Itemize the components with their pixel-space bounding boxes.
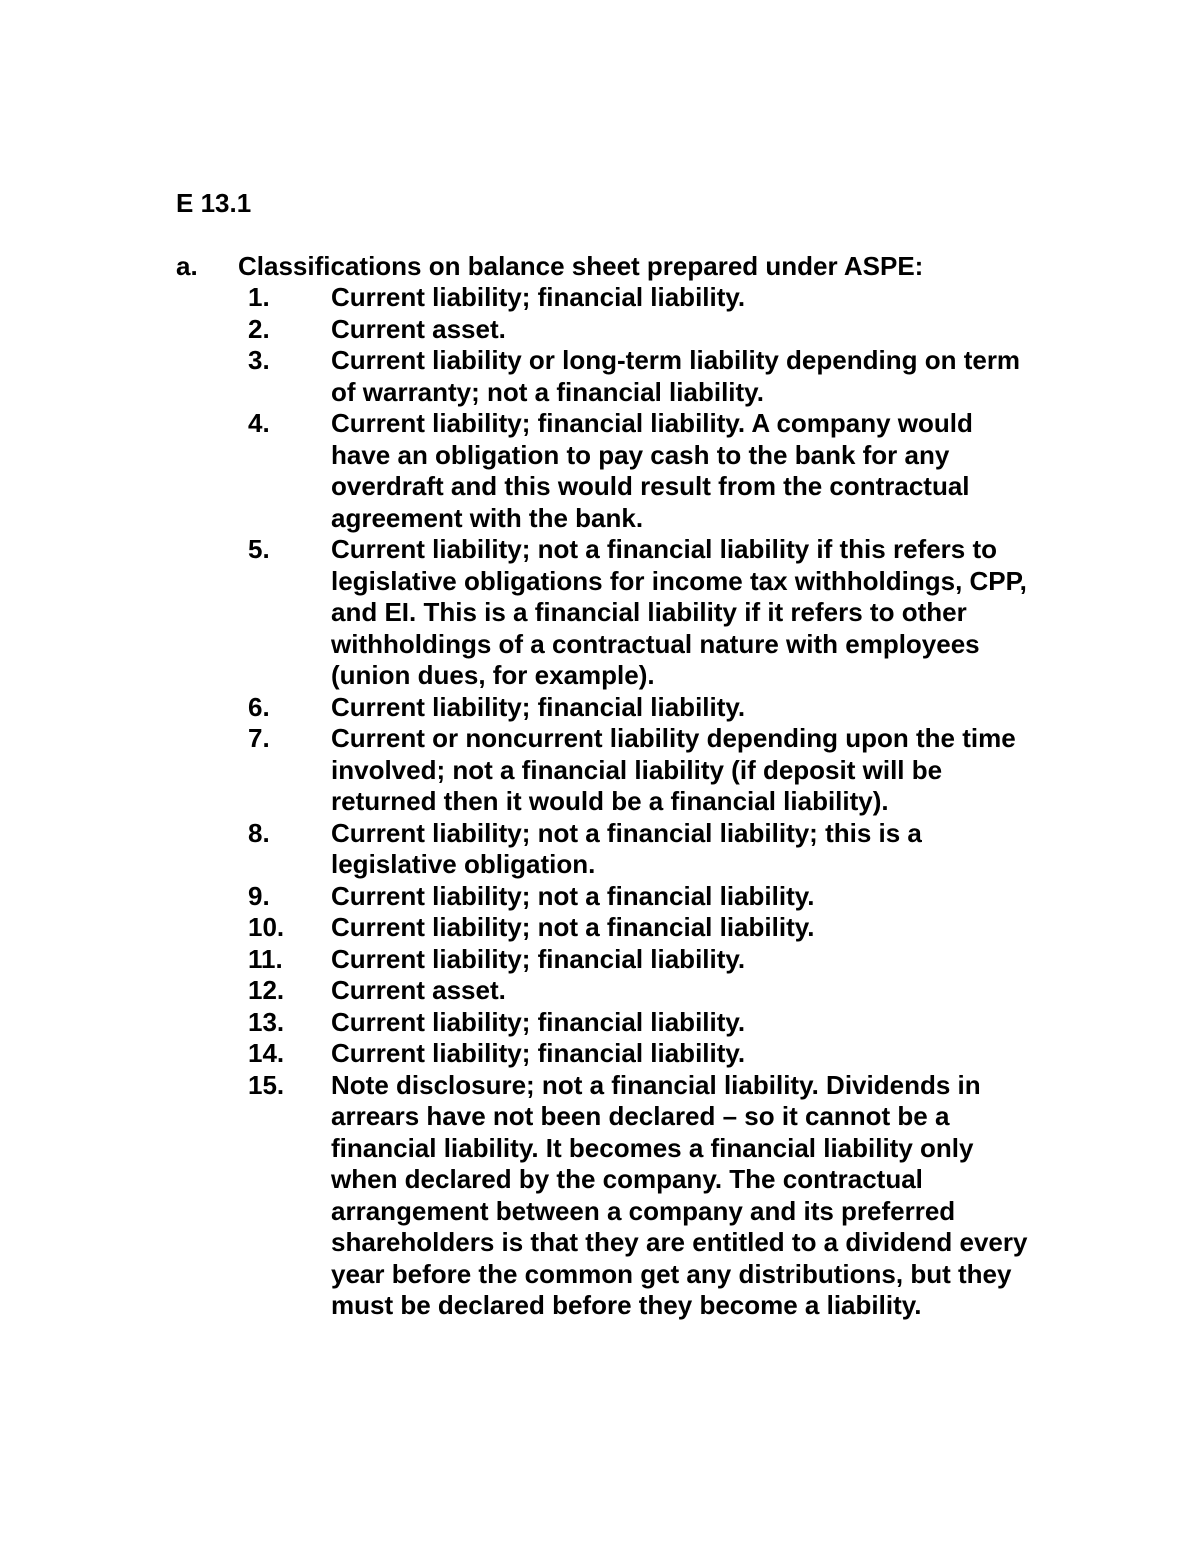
item-text-line: arrears have not been declared – so it cannot be a xyxy=(331,1101,950,1131)
list-item xyxy=(248,534,1088,692)
item-number: 4. xyxy=(248,408,270,438)
item-text-line: Current liability; financial liability. xyxy=(331,1038,746,1068)
item-text-line: year before the common get any distributions, but they xyxy=(331,1258,1012,1289)
item-text-line: Current liability; financial liability. xyxy=(331,282,746,312)
item-text-line: have an obligation to pay cash to the bank for any xyxy=(331,439,950,470)
part-title: Classifications on balance sheet prepared under ASPE: xyxy=(238,251,924,281)
item-text-line: and EI. This is a financial liability if it refers to other xyxy=(331,597,967,627)
item-text xyxy=(331,723,1088,818)
item-text xyxy=(331,314,1088,346)
item-text xyxy=(331,408,1088,534)
list-item xyxy=(248,912,1088,944)
item-text xyxy=(331,818,1088,881)
list-item xyxy=(248,881,1088,913)
item-text-line: overdraft and this would result from the contractual xyxy=(331,471,970,501)
item-text-line: legislative obligations for income tax withholdings, CPP, xyxy=(331,565,1027,596)
item-text-line: Current asset. xyxy=(331,975,506,1005)
item-text-line: (union dues, for example). xyxy=(331,660,655,690)
list-item xyxy=(248,282,1088,314)
item-text-line: Current liability; not a financial liability if this refers to xyxy=(331,534,997,564)
item-number: 5. xyxy=(248,534,270,564)
item-text xyxy=(331,975,1088,1007)
classification-list xyxy=(248,282,1088,1322)
item-text-line: Current or noncurrent liability depending upon the time xyxy=(331,723,1016,753)
item-text-line: when declared by the company. The contractual xyxy=(331,1164,923,1194)
item-text-line: agreement with the bank. xyxy=(331,502,644,533)
item-number: 12. xyxy=(248,975,285,1005)
list-item xyxy=(248,1038,1088,1070)
item-text-line: withholdings of a contractual nature with employees xyxy=(331,628,980,659)
item-number: 10. xyxy=(248,912,285,942)
item-text-line: arrangement between a company and its preferred xyxy=(331,1195,956,1226)
item-text-line: legislative obligation. xyxy=(331,849,596,879)
item-text xyxy=(331,1070,1088,1322)
list-item xyxy=(248,314,1088,346)
item-text-line: Current liability; not a financial liability. xyxy=(331,912,815,942)
item-text xyxy=(331,534,1088,692)
part-letter: a. xyxy=(176,251,198,281)
item-text-line: returned then it would be a financial liability). xyxy=(331,786,889,816)
item-text xyxy=(331,1007,1088,1039)
list-item xyxy=(248,723,1088,818)
item-text-line: Current liability; not a financial liability. xyxy=(331,880,815,911)
list-item xyxy=(248,408,1088,534)
item-text xyxy=(331,1038,1088,1070)
item-number: 9. xyxy=(248,880,270,911)
item-text-line: of warranty; not a financial liability. xyxy=(331,376,764,407)
item-text-line: Current liability or long-term liability depending on term xyxy=(331,345,1021,375)
list-item xyxy=(248,818,1088,881)
list-item xyxy=(248,944,1088,976)
item-text-line: Note disclosure; not a financial liability. Dividends in xyxy=(331,1069,981,1100)
item-number: 1. xyxy=(248,282,270,312)
item-text xyxy=(331,345,1088,408)
item-text xyxy=(331,692,1088,724)
item-number: 6. xyxy=(248,691,270,722)
item-text-line: Current asset. xyxy=(331,313,506,344)
item-text-line: Current liability; financial liability. xyxy=(331,943,746,974)
item-number: 15. xyxy=(248,1069,285,1100)
item-text-line: shareholders is that they are entitled to a dividend every xyxy=(331,1227,1028,1257)
item-number: 2. xyxy=(248,313,270,344)
exercise-heading: E 13.1 xyxy=(176,188,252,218)
list-item xyxy=(248,345,1088,408)
item-text-line: Current liability; financial liability. A company would xyxy=(331,408,973,438)
list-item xyxy=(248,1007,1088,1039)
item-text-line: must be declared before they become a liability. xyxy=(331,1290,922,1320)
list-item xyxy=(248,975,1088,1007)
item-text-line: Current liability; financial liability. xyxy=(331,1006,746,1037)
item-text-line: Current liability; not a financial liability; this is a xyxy=(331,817,922,848)
item-number: 13. xyxy=(248,1006,285,1037)
item-text-line: involved; not a financial liability (if deposit will be xyxy=(331,754,943,785)
item-text xyxy=(331,912,1088,944)
item-text xyxy=(331,282,1088,314)
item-number: 14. xyxy=(248,1038,285,1068)
item-text xyxy=(331,881,1088,913)
item-text-line: Current liability; financial liability. xyxy=(331,691,746,722)
item-number: 3. xyxy=(248,345,270,375)
list-item xyxy=(248,692,1088,724)
item-number: 11. xyxy=(248,943,283,974)
item-number: 8. xyxy=(248,817,270,848)
item-text xyxy=(331,944,1088,976)
item-number: 7. xyxy=(248,723,270,753)
list-item xyxy=(248,1070,1088,1322)
item-text-line: financial liability. It becomes a financial liability only xyxy=(331,1132,974,1163)
